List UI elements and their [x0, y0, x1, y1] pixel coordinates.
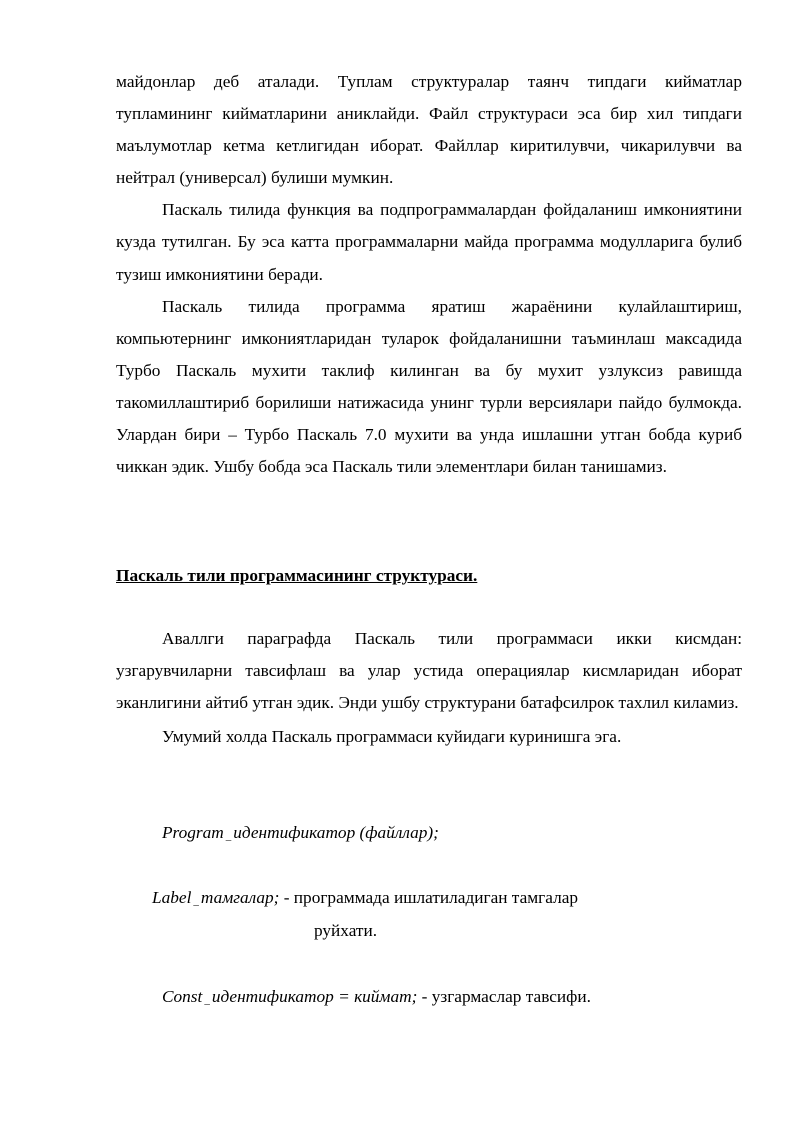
label-description: - программада ишлатиладиган тамгалар: [283, 888, 579, 907]
code-label-line: [152, 882, 578, 917]
code-program-line: [162, 817, 439, 852]
paragraph-program-parts: Аваллги параграфда Паскаль тили программаси икки кисмдан: узгарувчиларни тавсифлаш ва улар устида операциялар кисмларидан иборат эканлигини айтиб утган эдик. Энди ушбу структурани батафсилрок тахлил киламиз.: [116, 629, 742, 713]
program-identifier: идентификатор (файллар);: [233, 823, 439, 842]
paragraph-fields-sets-files: майдонлар деб аталади. Туплам структуралар таянч типдаги кийматлар тупламининг кийматларини аниклайди. Файл структураси эса бир хил типдаги маълумотлар кетма кетлигидан иборат. Файллар киритилувчи, чикарилувчи ва нейтрал (универсал) булиши мумкин.: [116, 72, 742, 188]
label-keyword: Label: [152, 888, 192, 907]
structure-section: [116, 623, 742, 753]
label-description-continued: руйхати.: [314, 921, 378, 940]
const-keyword: Const: [162, 987, 203, 1006]
space-mark: _: [225, 830, 232, 842]
label-identifier: тамгалар;: [200, 888, 280, 907]
const-description: - узгармаслар тавсифи.: [421, 987, 591, 1006]
const-identifier: идентификатор = киймат;: [211, 987, 418, 1006]
paragraph-functions: Паскаль тилида функция ва подпрограммалардан фойдаланиш имкониятини кузда тутилган. Бу эса катта программаларни майда программа модулларига булиб тузиш имкониятини беради.: [116, 200, 742, 284]
section-heading: Паскаль тили программасининг структураси.: [116, 566, 478, 585]
paragraph-general-form: Умумий холда Паскаль программаси куйидаги куринишга эга.: [162, 727, 622, 747]
code-const-line: [162, 981, 591, 1016]
space-mark: _: [204, 994, 210, 1006]
paragraph-turbo-pascal: Паскаль тилида программа яратиш жараёнини кулайлаштириш, компьютернинг имкониятларидан туларок фойдаланишни таъминлаш максадида Турбо Паскаль мухити таклиф килинган ва бу мухит узлуксиз равишда такомиллаштириб борилиши натижасида унинг турли версиялари пайдо булмокда. Улардан бири – Турбо Паскаль 7.0 мухити ва унда ишлашни утган бобда куриб чиккан эдик. Ушбу бобда эса Паскаль тили элементлари билан танишамиз.: [116, 296, 742, 477]
program-keyword: Program: [162, 823, 224, 842]
space-mark: _: [193, 895, 199, 907]
document-page: [116, 66, 742, 483]
